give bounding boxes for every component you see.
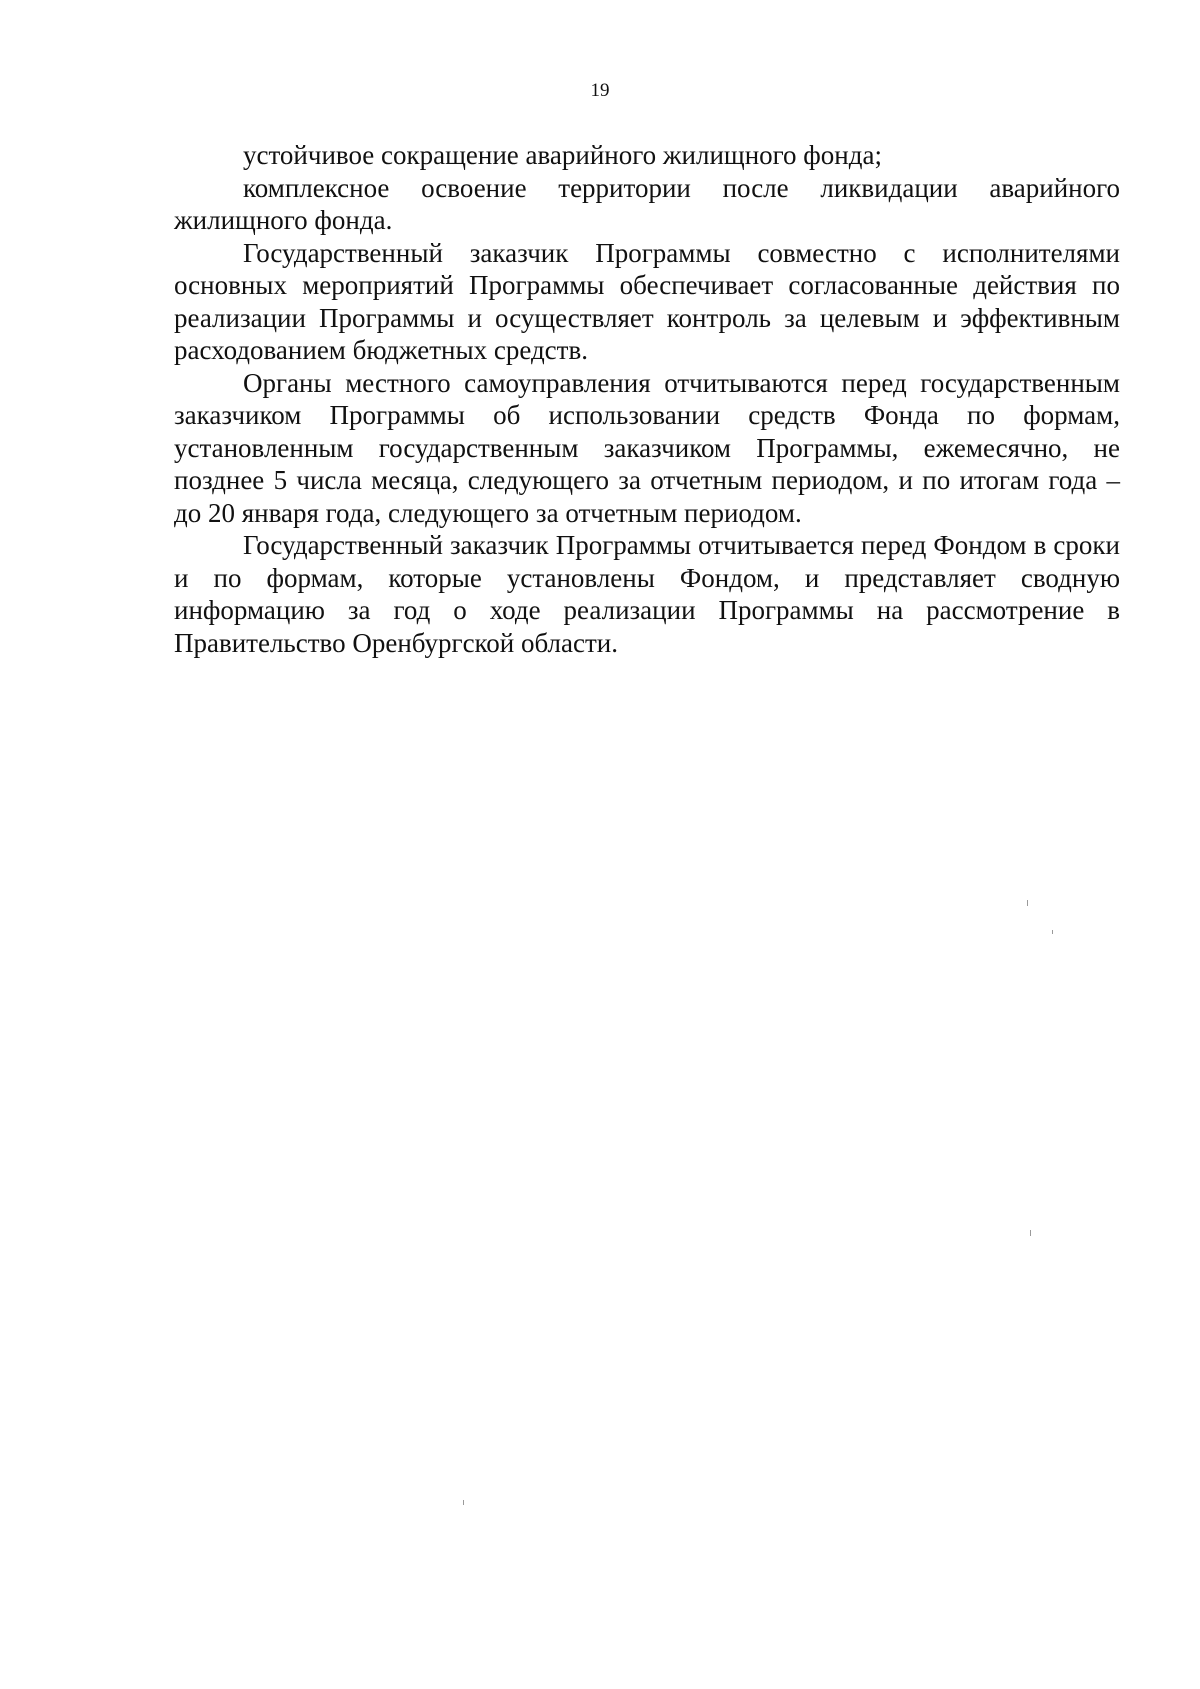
scan-speck bbox=[1030, 1230, 1031, 1236]
scan-speck bbox=[463, 1500, 464, 1505]
paragraph-5: Государственный заказчик Программы отчитывается перед Фондом в сроки и по формам, которые установлены Фондом, и представляет сводную информацию за год о ходе реализации Программы на рассмотрение в Правительство Оренбургской области. bbox=[174, 530, 1120, 658]
scan-speck bbox=[1027, 900, 1028, 906]
document-body bbox=[174, 139, 1120, 659]
paragraph-2: комплексное освоение территории после ликвидации аварийного жилищного фонда. bbox=[174, 172, 1120, 235]
scan-speck bbox=[1052, 930, 1053, 934]
paragraph-4: Органы местного самоуправления отчитываются перед государственным заказчиком Программы об использовании средств Фонда по формам, установленным государственным заказчиком Программы, ежемесячно, не позднее 5 числа месяца, следующего за отчетным периодом, и по итогам года – до 20 января года, следующего за отчетным периодом. bbox=[174, 367, 1120, 528]
page-number: 19 bbox=[590, 80, 610, 101]
paragraph-1: устойчивое сокращение аварийного жилищного фонда; bbox=[243, 140, 882, 170]
paragraph-3: Государственный заказчик Программы совместно с исполнителями основных мероприятий Программы обеспечивает согласованные действия по реализации Программы и осуществляет контроль за целевым и эффективным расходованием бюджетных средств. bbox=[174, 237, 1120, 365]
